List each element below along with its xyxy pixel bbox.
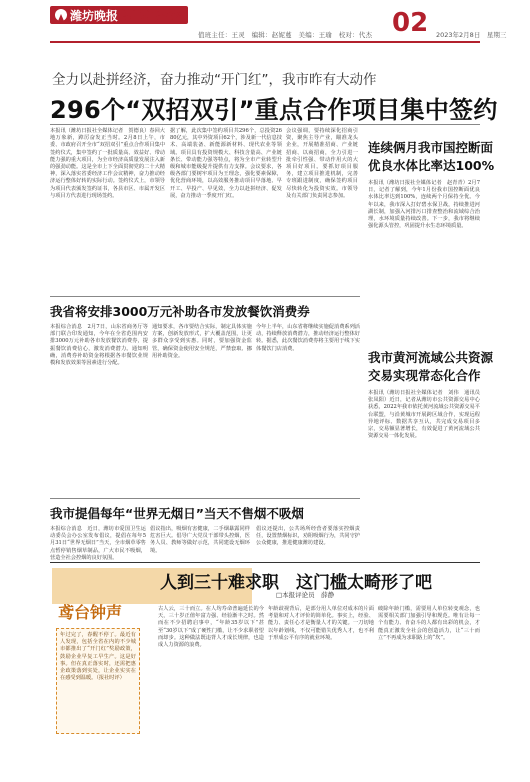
consumption-col-2: 通知要求，各市要结合实际，制定具体实施方案，创新发放形式，扩大覆盖范围，让更多群众享受到实惠。同时，要加强资金监管，确保资金使用安全规范，严禁套取、挪用补助资金。 xyxy=(152,324,252,359)
section-divider xyxy=(50,562,480,563)
section-divider xyxy=(50,296,360,297)
bottom-headline: 人到三十难求职 这门槛太畸形了吧 xyxy=(160,573,432,593)
masthead-divider xyxy=(50,41,480,43)
paper-logo-icon xyxy=(55,9,67,21)
column-label: 鸢台钟声 xyxy=(58,603,123,622)
consumption-title: 我省将安排3000万元补助各市发放餐饮消费券 xyxy=(50,304,310,319)
bottom-byline: □本报评论员 薛静 xyxy=(276,591,335,599)
yellow-river-title-2: 交易实现常态化合作 xyxy=(368,368,481,383)
yellow-river-text: 本报讯（潍坊日报社全媒体记者 刘伟 通讯员 张凤阳）近日，记者从潍坊市公共资源交易中心获悉，2022年我市依托黄河流域公共资源交易平台联盟，与沿黄城市开展跨区域合作，实现远程异地评标、数据共享互认，共完成交易项目多宗，交易额显著增长，有效促进了黄河流域公共资源交易一体化发展。 xyxy=(368,390,486,440)
column-text: 年过完了，春醒不停了。最近有人发现，包括全省在内的不少城市都推出了“开门红”奖励政策，鼓励企业早复工早生产。这是好事。但在真正落实时，还需把惠企政策落到实处，让企业实实在在感受到温暖。（报社时评） xyxy=(60,632,136,682)
lead-kicker: 全力以赴拼经济，奋力推动“开门红”，我市昨有大动作 xyxy=(52,72,377,88)
yellow-river-title-1: 我市黄河流域公共资源 xyxy=(368,350,494,365)
consumption-col-3: 今年上半年，山东省将继续实施促消费系列活动，持续释放消费潜力，推动经济运行整体好转。据悉，此次餐饮消费券将主要用于线下实体餐饮门店消费。 xyxy=(256,324,360,352)
publication-date: 2023年2月8日 星期三 xyxy=(436,31,507,39)
no-smoking-col-3: 倡议还提出，公共场所经营者要落实控烟责任，设置禁烟标识，劝阻吸烟行为，共同守护公众健康，推进健康潍坊建设。 xyxy=(256,526,360,547)
section-divider xyxy=(50,498,360,499)
lead-column-3: 会议强调，要持续深化招商引资，聚焦主导产业，瞄准龙头企业，开展精准招商、产业链招商、以商招商，全力引进一批牵引性强、带动作用大的大项目好项目。要抓好项目服务，建立项目推进机制，完善专班跟进制度，确保签约项目尽快转化为投资实效。市领导及有关部门负责同志参加。 xyxy=(286,128,358,199)
page-number: 02 xyxy=(392,8,429,38)
no-smoking-col-2: 倡议指出，吸烟有害健康，二手烟暴露同样危害巨大。倡导广大党员干部带头控烟，医务人员、教师等做好示范，共同建设无烟环境。 xyxy=(150,526,250,554)
consumption-col-1: 本报综合消息 2月7日，山东省商务厅等部门联合印发通知，今年在全省范围内安排3000万元补助各市发放餐饮消费券，提振餐饮消费信心，激发消费潜力。通知明确，消费券补助资金将根据各市餐饮业规模和发放效果等因素进行分配。 xyxy=(50,324,148,367)
editor-credits: 值班主任：王灵 编辑：赵妮蔓 美编：王瑜 校对：代杰 xyxy=(198,31,373,39)
water-quality-text: 本报讯（潍坊日报社全媒体记者 赵青青）2月7日，记者了解到，今年1月份我市国控断面优良水体比率达到100%，连续两个月保持全优。今年以来，我市深入打好碧水保卫战，持续推进河湖长制，加强入河排污口排查整治和流域综合治理，水环境质量持续改善。下一步，我市将继续强化源头管控，巩固提升水生态环境质量。 xyxy=(368,180,480,230)
paper-name: 潍坊晚报 xyxy=(70,9,119,23)
section-name: 要闻评论 xyxy=(122,7,183,25)
water-quality-title-1: 连续俩月我市国控断面 xyxy=(368,140,494,155)
water-quality-title-2: 优良水体比率达100% xyxy=(368,158,495,173)
no-smoking-title: 我市提倡每年“世界无烟日”当天不售烟不吸烟 xyxy=(50,506,304,521)
lead-headline: 296个“双招双引”重点合作项目集中签约 xyxy=(50,96,498,124)
bottom-col-mid: 年龄歧视背后，是部分用人单位对成本的片面考量和对人才评价的简单化。事实上，经验、能力、责任心才是衡量人才的关键。一刀切地以年龄划线，不仅可能错失优秀人才，也不利于形成公平有序的就业环境。 xyxy=(268,606,374,641)
lead-divider xyxy=(50,124,480,125)
bottom-col-right: 破除年龄门槛，需要用人单位转变观念，也需要相关部门加强引导和规范。唯有让每一个有能力、肯奋斗的人都有出彩的机会，才能真正激发全社会的创造活力，让“三十而立”不再成为求职路上的“坎”。 xyxy=(378,606,480,641)
bottom-col-left: 古人云，三十而立。在人均寿命普遍延长的今天，三十岁正值年富力强、经验渐丰之时。然而在不少招聘启事中，“年龄35岁以下”甚至“30岁以下”成了硬性门槛，让不少求职者望而却步。这种做法既违背人才成长规律，也造成人力资源的浪费。 xyxy=(158,606,264,649)
lead-column-2: 据了解，此次集中签约项目共296个，总投资2680亿元，其中外资项目62个，涉及新一代信息技术、高端装备、新能源新材料、现代农业等领域。项目具有投资规模大、科技含量高、产业链条长、带动能力强等特点，将为全市产业转型升级和城市能级提升提供有力支撑。会议要求，各级各部门要树牢项目为王理念，强化要素保障，优化营商环境，以高效服务推动项目早落地、早开工、早投产、早见效，全力以赴拼经济、促发展，奋力推动一季度开门红。 xyxy=(170,128,282,199)
no-smoking-col-1: 本报综合消息 近日，潍坊市爱国卫生运动委员会办公室发布倡议，提倡在每年5月31日“世界无烟日”当天，全市烟草零售点暂停销售烟草制品，广大市民不吸烟，营造全社会控烟的良好氛围。 xyxy=(50,526,146,561)
lead-column-1: 本报讯（潍坊日报社全媒体记者 贺德良）春回大地万象新，踔厉奋发正当时。2月8日上午，市委、市政府召开全市“双招双引”重点合作项目集中签约仪式，集中签约了一批质量高、效益好、带动能力强的重大项目，为全市经济高质量发展注入新的强劲动能。这是全市上下全面贯彻党的二十大精神，深入落实省委经济工作会议精神，奋力推动经济运行整体好转的实际行动。签约仪式上，市领导为项目代表颁发签约证书，各县市区、市属开发区与项目方代表进行现场签约。 xyxy=(50,128,165,199)
